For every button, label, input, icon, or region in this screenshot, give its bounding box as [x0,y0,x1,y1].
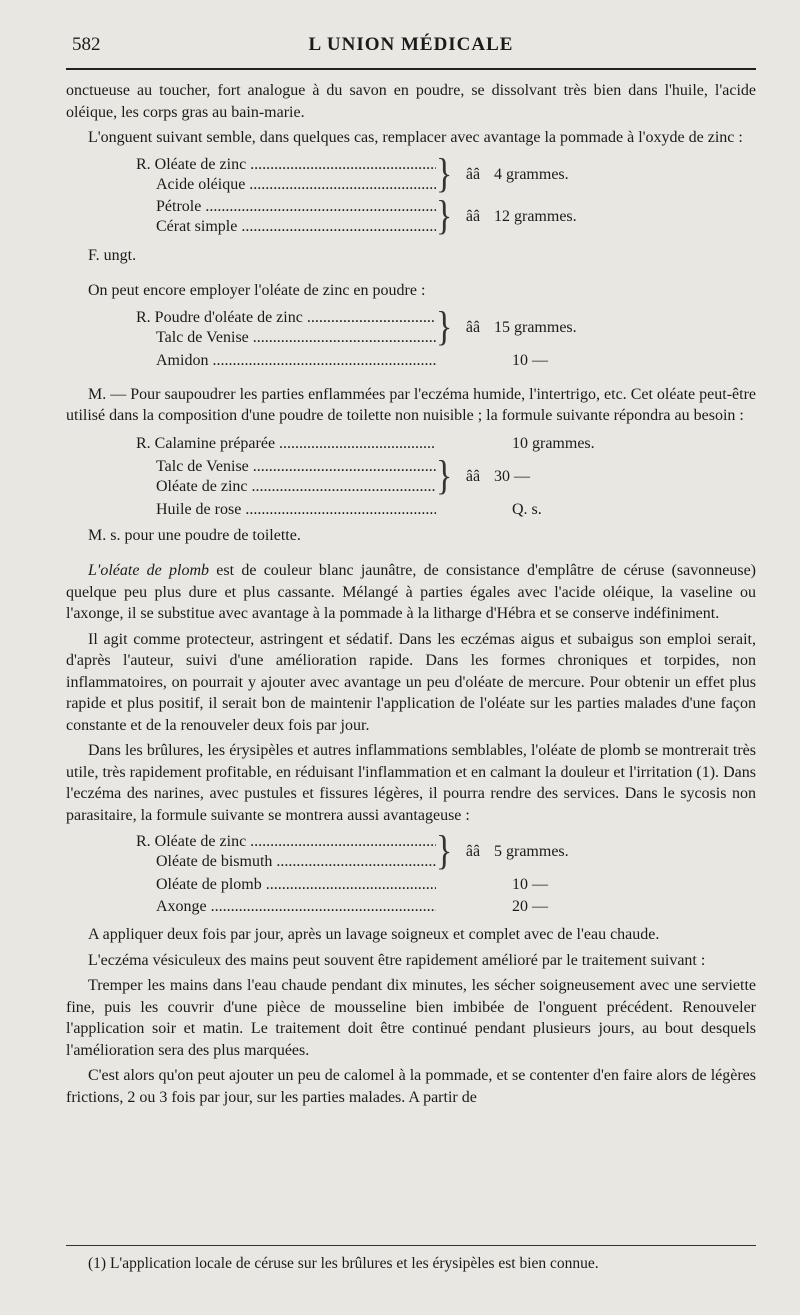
header-rule [66,68,756,70]
ana-mark: ââ [465,843,481,861]
recipe-zinc-powder [66,304,756,372]
quantity: Q. s. [512,500,542,518]
ingredient: Oléate de bismuth ..... [66,851,436,873]
quantity: 12 grammes. [494,207,577,225]
quantity: 20 — [512,898,548,916]
brace-icon: } [436,453,453,499]
running-title: L UNION MÉDICALE [308,34,514,55]
recipe-toilet-powder [66,433,756,547]
ana-mark: ââ [465,207,481,225]
paragraph: Dans les brûlures, les érysipèles et autres inflammations semblables, l'oléate de plomb se montrerait très utile, très rapidement profitable, en réduisant l'inflammation et en calmant la douleur et l'irritation (1). Dans l'eczéma des narines, avec pustules et fissures légères, il pourra rendre des services. Dans le sycosis non parasitaire, la formule suivante se montrera aussi avantageuse : [66,742,756,824]
brace-icon: } [436,829,453,874]
quantity: 10 — [512,876,548,894]
ingredient: R. Calamine préparée ..... [66,433,436,455]
recipe-line [66,433,756,455]
ingredient: Pétrole ..... [66,196,436,218]
recipe-group [66,151,756,197]
ingredient: Talc de Venise ..... [66,456,436,478]
paragraph: C'est alors qu'on peut ajouter un peu de calomel à la pommade, et se contenter d'en faire alors de légères frictions, 2 ou 3 fois par jour, sur les parties malades. A partir de [66,1067,756,1106]
ingredient: R. Oléate de zinc ..... [66,831,436,853]
recipe-closing: F. ungt. [88,246,137,264]
ingredient: Acide oléique ..... [66,174,436,196]
footnote: (1) L'application locale de céruse sur les brûlures et les érysipèles est bien connue. [88,1255,599,1272]
recipe-line [66,874,756,896]
page-number: 582 [72,34,101,55]
recipe-zinc-ointment [66,151,756,267]
paragraph: M. — Pour saupoudrer les parties enflammées par l'eczéma humide, l'intertrigo, etc. Cet oléate peut-être utilisé dans la composition d'une poudre de toilette non nuisible ; la formule suivante répondra au besoin : [66,385,756,424]
brace-icon: } [436,193,453,239]
recipe-line [66,499,756,521]
ingredient: R. Poudre d'oléate de zinc ..... [66,307,436,329]
recipe-line [66,896,756,918]
quantity: 10 — [512,351,548,369]
recipe-group [66,193,756,239]
recipe-closing: M. s. pour une poudre de toilette. [88,526,301,544]
footnote-rule [66,1245,756,1246]
ingredient: Talc de Venise ..... [66,327,436,349]
ana-mark: ââ [465,165,481,183]
paragraph: Tremper les mains dans l'eau chaude pendant dix minutes, les sécher soigneusement avec une serviette fine, puis les couvrir d'une pièce de mousseline bien imbibée de l'onguent précédent. Renouveler l'application soir et matin. Le traitement doit être continué pendant plusieurs jours, au bout desquels l'amélioration sera des plus marquées. [66,977,756,1059]
paragraph: On peut encore employer l'oléate de zinc en poudre : [88,282,426,299]
recipe-sycosis [66,829,756,918]
brace-icon: } [436,151,453,197]
quantity: 15 grammes. [494,318,577,336]
ana-mark: ââ [465,318,481,336]
paragraph: Il agit comme protecteur, astringent et sédatif. Dans les eczémas aigus et subaigus son emploi serait, d'après l'auteur, suivi d'une amélioration rapide. Dans les formes chroniques et torpides, non inflammatoires, on pourrait y ajouter avec avantage un peu d'oléate de mercure. Pour obtenir un effet plus rapide et plus positif, il serait bon de maintenir l'application de l'oléate sur les parties malades d'une façon constante et de la renouveler deux fois par jour. [66,630,756,734]
ingredient: Cérat simple ..... [66,216,436,238]
quantity: 30 — [494,467,530,485]
paragraph: onctueuse au toucher, fort analogue à du savon en poudre, se dissolvant très bien dans l'huile, l'acide oléique, les corps gras au bain-marie. [66,82,756,121]
ingredient: Oléate de plomb ..... [66,874,436,896]
ingredient: R. Oléate de zinc ..... [66,154,436,176]
quantity: 4 grammes. [494,165,569,183]
ingredient: Amidon ..... [66,350,436,372]
recipe-group [66,829,756,874]
paragraph: L'oléate de plomb est de couleur blanc jaunâtre, de consistance d'emplâtre de céruse (savonneuse) quelque peu plus dure et plus cassante. Mélangé à parties égales avec l'acide oléique, la vaseline ou l'axonge, il se substitue avec avantage à la pommade à la litharge d'Hébra et se conserve indéfiniment. [66,562,757,622]
page-header [66,30,756,60]
ingredient: Axonge ..... [66,896,436,918]
paragraph: L'onguent suivant semble, dans quelques cas, remplacer avec avantage la pommade à l'oxyde de zinc : [88,129,743,146]
brace-icon: } [436,304,453,350]
page-body [66,80,756,1112]
recipe-line [66,350,756,372]
recipe-group [66,304,756,350]
ingredient: Huile de rose ..... [66,499,436,521]
ingredient: Oléate de zinc ..... [66,476,436,498]
ana-mark: ââ [465,467,481,485]
paragraph: A appliquer deux fois par jour, après un lavage soigneux et complet avec de l'eau chaude. [88,926,660,943]
emphasis: L'oléate de plomb [88,562,210,579]
paragraph: L'eczéma vésiculeux des mains peut souvent être rapidement amélioré par le traitement suivant : [88,951,706,969]
recipe-group [66,453,756,499]
quantity: 10 grammes. [512,434,595,452]
quantity: 5 grammes. [494,843,569,861]
